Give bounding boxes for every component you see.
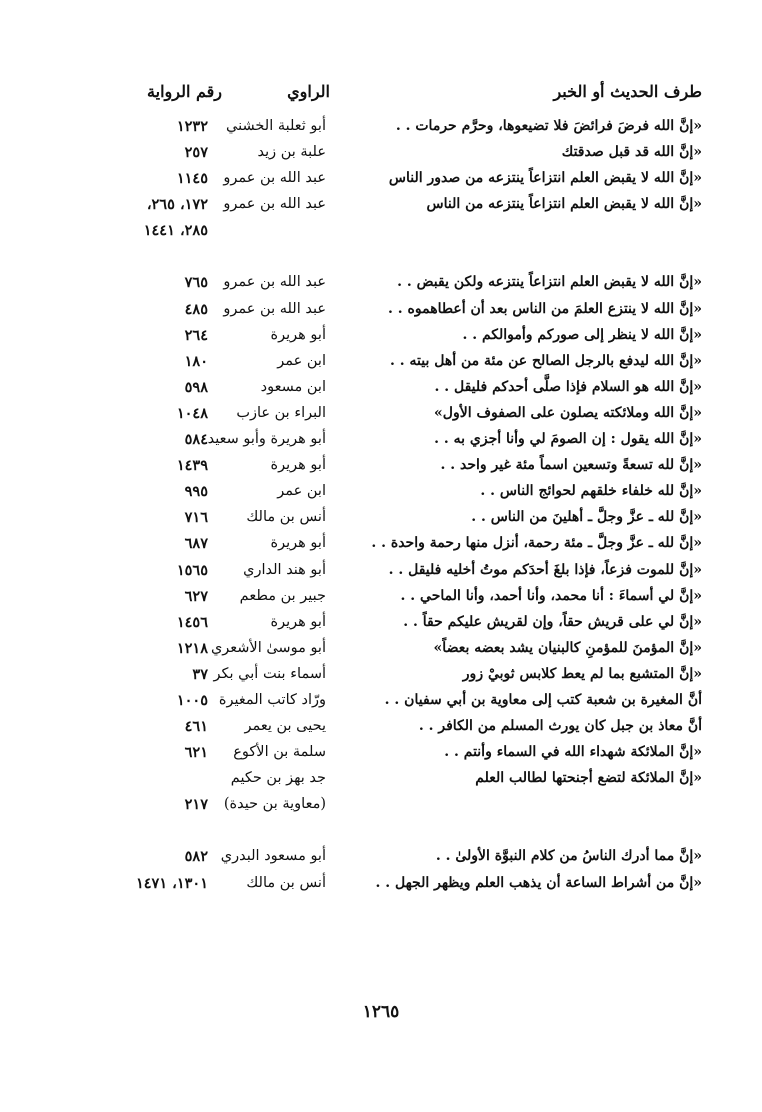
narrator: ابن عمر — [277, 483, 326, 500]
table-row — [100, 509, 702, 535]
narration-number: ٧١٦ — [184, 509, 208, 527]
narration-number: ٢٥٧ — [184, 144, 208, 162]
narration-number: ٢١٧ — [184, 796, 208, 814]
narration-number: ٢٦٤ — [184, 326, 208, 344]
table-row — [100, 614, 702, 640]
table-row — [100, 405, 702, 431]
table-header — [100, 82, 702, 112]
hadith-text: «إنَّ للموت فزعاً، فإذا بلغَ أحدَكم موتُ أخليه فليقل . . — [388, 561, 702, 578]
table-row — [100, 588, 702, 614]
narration-number: ١٢١٨ — [176, 639, 208, 657]
narrator: أنس بن مالك — [246, 509, 326, 526]
table-row — [100, 666, 702, 692]
hadith-text: «إنَّ الله فرضَ فرائضَ فلا تضيعوها، وحرَّم حرمات . . — [395, 118, 702, 134]
table-row — [100, 379, 702, 405]
table-row — [100, 457, 702, 483]
table-row — [100, 640, 702, 666]
table-row — [100, 170, 702, 196]
narrator: علبة بن زيد — [257, 144, 326, 161]
narrator: أبو هريرة — [270, 535, 326, 552]
index-table — [100, 118, 702, 901]
hadith-text: «إنَّ الله لا يقبض العلم انتزاعاً ينتزعه ولكن يقبض . . — [397, 274, 702, 291]
hadith-text: «إنَّ الله لا ينظر إلى صوركم وأموالكم . . — [462, 326, 702, 343]
table-row — [100, 274, 702, 300]
narrator: أبو مسعود البدري — [220, 848, 326, 865]
table-row — [100, 770, 702, 796]
hadith-text: «إنَّ الله لا يقبض العلم انتزاعاً ينتزعه من الناس — [426, 196, 702, 213]
narration-number: ٢٨٥، ١٤٤١ — [143, 222, 208, 240]
narrator: ورّاد كاتب المغيرة — [218, 691, 326, 708]
narrator: أبو هريرة — [270, 613, 326, 630]
narrator: عبد الله بن عمرو — [223, 170, 326, 187]
hadith-text: «إنَّ المتشبع بما لم يعط كلابس ثوبيْ زور — [462, 665, 702, 682]
hadith-text: «إنَّ الله لا ينتزع العلمَ من الناس بعد أن أعطاهموه . . — [388, 300, 702, 317]
narrator: أنس بن مالك — [246, 874, 326, 891]
table-row — [100, 562, 702, 588]
table-row — [100, 848, 702, 874]
hadith-text: «إنَّ لله ـ عزَّ وجلَّ ـ مئة رحمة، أنزل منها رحمة واحدة . . — [371, 535, 702, 552]
header-hadith: طرف الحديث أو الخبر — [553, 82, 702, 101]
narrator: جبير بن مطعم — [239, 587, 326, 604]
narrator: (معاوية بن حيدة) — [223, 796, 326, 813]
narrator: البراء بن عازب — [236, 404, 326, 421]
hadith-text: «إنَّ الملائكة لتضع أجنحتها لطالب العلم — [475, 770, 702, 787]
narration-number: ١١٤٥ — [176, 170, 208, 188]
hadith-text: «إنَّ الله وملائكته يصلون على الصفوف الأول» — [434, 404, 702, 421]
header-narrator: الراوي — [287, 82, 330, 101]
header-narration-number: رقم الرواية — [147, 82, 222, 101]
page-number: ١٢٦٥ — [362, 1002, 400, 1022]
narration-number: ٥٨٢ — [184, 848, 208, 866]
hadith-text: «إنَّ الله قد قبل صدقتك — [561, 144, 702, 161]
narration-number: ٦٨٧ — [184, 535, 208, 553]
narrator: سلمة بن الأكوع — [233, 744, 326, 761]
hadith-text: «إنَّ لله خلفاء خلقهم لحوائج الناس . . — [480, 483, 702, 500]
hadith-text: «إنَّ المؤمنَ للمؤمنِ كالبنيان يشد بعضه بعضاً» — [433, 639, 702, 656]
narrator: أبو موسىٰ الأشعري — [210, 639, 326, 656]
table-row — [100, 144, 702, 170]
table-row — [100, 692, 702, 718]
table-row — [100, 222, 702, 248]
row-spacer — [100, 248, 702, 274]
hadith-text: «إنَّ الله ليدفع بالرجل الصالح عن مئة من أهل بيته . . — [390, 352, 702, 369]
table-row — [100, 744, 702, 770]
table-row — [100, 431, 702, 457]
narration-number: ٧٦٥ — [184, 274, 208, 292]
narrator: يحيى بن يعمر — [244, 718, 326, 735]
narration-number: ٦٢١ — [184, 744, 208, 762]
narration-number: ١٠٠٥ — [176, 691, 208, 709]
narrator: جد بهز بن حكيم — [230, 770, 326, 787]
hadith-text: «إنَّ لله تسعةً وتسعين اسماً مئة غير واحد . . — [440, 457, 702, 474]
hadith-text: أنَّ معاذ بن جبل كان يورث المسلم من الكافر . . — [418, 718, 702, 735]
table-row — [100, 535, 702, 561]
narrator: ابن عمر — [277, 352, 326, 369]
hadith-text: «إنَّ لله ـ عزَّ وجلَّ ـ أهلينَ من الناس . . — [471, 509, 702, 526]
narration-number: ٥٩٨ — [184, 378, 208, 396]
hadith-text: «إنَّ من أشراط الساعة أن يذهب العلم ويظهر الجهل . . — [375, 874, 702, 891]
hadith-text: «إنَّ الله هو السلام فإذا صلَّى أحدكم فليقل . . — [434, 378, 702, 395]
hadith-text: «إنَّ مما أدرك الناسُ من كلام النبوَّة الأولىٰ . . — [435, 848, 702, 865]
narrator: أسماء بنت أبي بكر — [213, 665, 326, 682]
hadith-text: أنَّ المغيرة بن شعبة كتب إلى معاوية بن أبي سفيان . . — [384, 691, 702, 708]
narrator: أبو هريرة وأبو سعيد — [207, 431, 326, 448]
narrator: عبد الله بن عمرو — [223, 300, 326, 317]
narration-number: ١٢٣٢ — [176, 118, 208, 135]
table-row — [100, 483, 702, 509]
narration-number: ٤٨٥ — [184, 300, 208, 318]
table-row — [100, 196, 702, 222]
narrator: أبو هريرة — [270, 457, 326, 474]
narration-number: ١٠٤٨ — [176, 404, 208, 422]
narrator: أبو ثعلبة الخشني — [226, 118, 326, 134]
table-row — [100, 718, 702, 744]
narrator: عبد الله بن عمرو — [223, 274, 326, 291]
narration-number: ٤٦١ — [184, 718, 208, 736]
table-row — [100, 353, 702, 379]
table-row — [100, 327, 702, 353]
table-row — [100, 796, 702, 822]
narration-number: ٦٢٧ — [184, 587, 208, 605]
table-row — [100, 875, 702, 901]
hadith-text: «إنَّ الله يقول : إن الصومَ لي وأنا أجزي به . . — [434, 431, 702, 448]
narrator: أبو هند الداري — [243, 561, 326, 578]
row-spacer — [100, 822, 702, 848]
narration-number: ٣٧ — [192, 665, 208, 683]
narration-number: ١٤٣٩ — [176, 457, 208, 475]
hadith-text: «إنَّ الملائكة شهداء الله في السماء وأنتم . . — [444, 744, 702, 761]
narrator: ابن مسعود — [260, 378, 326, 395]
narrator: عبد الله بن عمرو — [223, 196, 326, 213]
hadith-text: «إنَّ لي على قريش حقاً، وإن لقريش عليكم حقاً . . — [403, 613, 702, 630]
narration-number: ٩٩٥ — [184, 483, 208, 501]
narration-number: ١٤٥٦ — [176, 613, 208, 631]
table-row — [100, 118, 702, 144]
narration-number: ١٥٦٥ — [176, 561, 208, 579]
narration-number: ٥٨٤ — [184, 431, 208, 449]
narration-number: ١٨٠ — [184, 352, 208, 370]
narrator: أبو هريرة — [270, 326, 326, 343]
table-row — [100, 301, 702, 327]
hadith-text: «إنَّ لي أسماءَ : أنا محمد، وأنا أحمد، وأنا الماحي . . — [400, 587, 702, 604]
hadith-text: «إنَّ الله لا يقبض العلم انتزاعاً ينتزعه من صدور الناس — [388, 170, 702, 187]
narration-number: ١٧٢، ٢٦٥، — [146, 196, 208, 214]
narration-number: ١٣٠١، ١٤٧١ — [135, 874, 208, 892]
